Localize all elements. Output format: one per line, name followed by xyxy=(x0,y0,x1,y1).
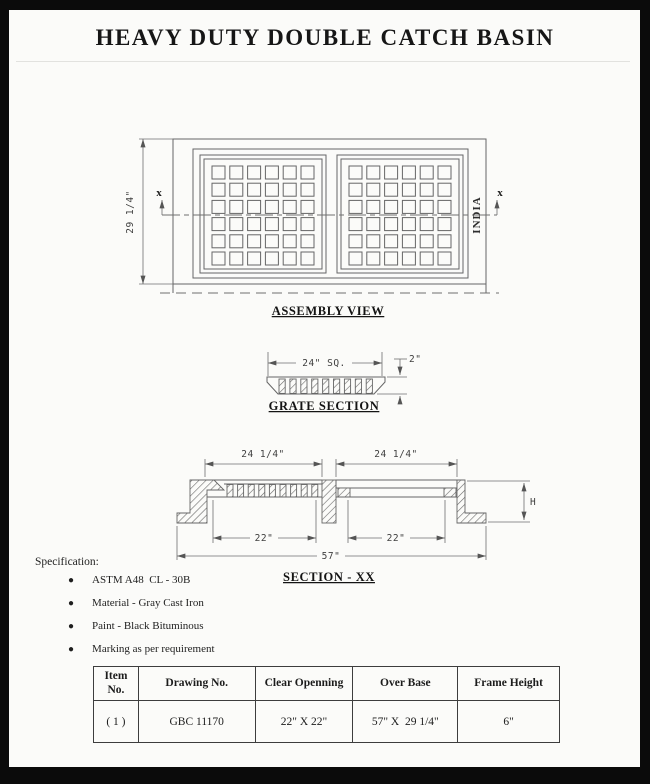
col-header-drawing-no: Drawing No. xyxy=(138,667,255,701)
grate-bar xyxy=(301,485,307,498)
grate-bar xyxy=(301,379,307,393)
seat-block-left xyxy=(338,488,350,497)
grate-square-opening xyxy=(367,252,380,265)
grate-square-opening xyxy=(301,218,314,231)
grate-thickness-dimension: 2" xyxy=(409,354,422,365)
product-data-table xyxy=(93,666,560,743)
grate-square-opening xyxy=(212,235,225,248)
grate-bar xyxy=(279,379,285,393)
grate-square-opening xyxy=(349,200,362,213)
grate-square-opening xyxy=(230,235,243,248)
grate-square-opening xyxy=(230,218,243,231)
grate-square-opening xyxy=(349,166,362,179)
grate-square-opening xyxy=(301,235,314,248)
left-frame-wall xyxy=(177,480,224,523)
grate-square-opening xyxy=(230,183,243,196)
assembly-height-dimension: 29 1/4" xyxy=(125,190,136,234)
grate-square-opening xyxy=(212,183,225,196)
right-grate-width-dimension: 24 1/4" xyxy=(374,449,418,460)
grate-square-opening xyxy=(438,252,451,265)
table-row xyxy=(94,701,560,743)
frame-height-dimension: H xyxy=(530,497,537,508)
grate-square-opening xyxy=(385,218,398,231)
grate-square-opening xyxy=(301,183,314,196)
grate-bar xyxy=(334,379,340,393)
table-header-row xyxy=(94,667,560,701)
grate-square-opening xyxy=(212,218,225,231)
grate-bar xyxy=(366,379,372,393)
grate-square-opening xyxy=(283,183,296,196)
grate-square-opening xyxy=(283,200,296,213)
grate-square-opening xyxy=(248,235,261,248)
grate-square-opening xyxy=(248,183,261,196)
grate-square-opening xyxy=(248,200,261,213)
right-frame-wall xyxy=(457,480,486,523)
grate-square-opening xyxy=(265,183,278,196)
grate-square-opening xyxy=(212,166,225,179)
page-title: HEAVY DUTY DOUBLE CATCH BASIN xyxy=(95,25,555,50)
brand-marking-text: INDIA xyxy=(471,196,483,234)
grate-square-opening xyxy=(230,200,243,213)
grate-bar xyxy=(344,379,350,393)
grate-square-opening xyxy=(349,218,362,231)
col-header-item-no: Item No. xyxy=(94,667,139,701)
specification-block xyxy=(35,556,345,666)
cover-slab xyxy=(336,480,457,488)
cell-over-base: 57" X 29 1/4" xyxy=(353,701,458,743)
grate-bar xyxy=(290,379,296,393)
assembly-view-drawing xyxy=(125,139,503,318)
grate-square-opening xyxy=(265,218,278,231)
section-grate-bars xyxy=(227,485,318,498)
overall-width-dimension: 57" xyxy=(321,551,341,562)
grate-square-opening xyxy=(265,252,278,265)
grate-bar xyxy=(355,379,361,393)
col-header-clear-opening: Clear Openning xyxy=(255,667,353,701)
grate-bar xyxy=(312,485,318,498)
grate-square-opening xyxy=(385,235,398,248)
left-opening-dimension: 22" xyxy=(254,533,274,544)
grate-bar xyxy=(291,485,297,498)
grate-square-opening xyxy=(230,252,243,265)
specification-list xyxy=(35,574,345,655)
bullet-icon: ● xyxy=(68,575,75,586)
section-xx-label: SECTION - XX xyxy=(283,570,375,584)
cell-drawing-no: GBC 11170 xyxy=(138,701,255,743)
grate-square-opening xyxy=(438,183,451,196)
grate-bar xyxy=(280,485,286,498)
spec-item: ● Paint - Black Bituminous xyxy=(68,620,204,632)
grate-square-opening xyxy=(212,200,225,213)
grate-square-opening xyxy=(402,252,415,265)
grate-square-opening xyxy=(438,166,451,179)
grate-square-opening xyxy=(248,252,261,265)
grate-square-opening xyxy=(402,200,415,213)
grate-square-opening xyxy=(301,166,314,179)
grate-square-opening xyxy=(402,218,415,231)
grate-square-opening xyxy=(283,166,296,179)
grate-square-opening xyxy=(367,218,380,231)
grate-square-opening xyxy=(301,252,314,265)
grate-bar xyxy=(248,485,254,498)
spec-item: ● Marking as per requirement xyxy=(68,643,215,655)
seat-block-right xyxy=(444,488,456,497)
grate-bar xyxy=(269,485,275,498)
title-divider xyxy=(16,61,630,62)
grate-square-opening xyxy=(420,183,433,196)
bullet-icon: ● xyxy=(68,598,75,609)
section-marker-right: x xyxy=(497,187,503,199)
grate-bars-hatched xyxy=(279,379,372,393)
col-header-over-base: Over Base xyxy=(353,667,458,701)
section-marker-left: x xyxy=(156,187,162,199)
grate-square-opening xyxy=(438,218,451,231)
grate-square-opening xyxy=(248,166,261,179)
grate-square-opening xyxy=(367,235,380,248)
grate-square-opening xyxy=(402,183,415,196)
grate-square-opening xyxy=(230,166,243,179)
technical-drawing xyxy=(0,110,650,590)
grate-square-opening xyxy=(283,252,296,265)
grate-square-opening xyxy=(420,218,433,231)
grate-square-opening xyxy=(265,166,278,179)
grate-square-opening xyxy=(438,200,451,213)
grate-square-opening xyxy=(385,183,398,196)
grate-square-opening xyxy=(301,200,314,213)
grate-square-opening xyxy=(283,218,296,231)
grate-square-opening xyxy=(283,235,296,248)
col-header-frame-height: Frame Height xyxy=(458,667,560,701)
bullet-icon: ● xyxy=(68,644,75,655)
cell-frame-height: 6" xyxy=(458,701,560,743)
grate-section-label: GRATE SECTION xyxy=(268,399,380,413)
grate-square-opening xyxy=(420,166,433,179)
grate-square-opening xyxy=(212,252,225,265)
grate-square-opening xyxy=(385,252,398,265)
grate-square-opening xyxy=(265,200,278,213)
grate-bar xyxy=(312,379,318,393)
grate-square-opening xyxy=(402,235,415,248)
grate-square-opening xyxy=(367,183,380,196)
grate-bar xyxy=(238,485,244,498)
grate-square-opening xyxy=(265,235,278,248)
grate-section-drawing xyxy=(267,352,421,413)
left-grate-width-dimension: 24 1/4" xyxy=(241,449,285,460)
grate-square-opening xyxy=(248,218,261,231)
grate-square-opening xyxy=(420,235,433,248)
grate-bar xyxy=(259,485,265,498)
grate-square-opening xyxy=(367,166,380,179)
grate-width-dimension: 24" SQ. xyxy=(302,358,346,369)
grate-bar xyxy=(323,379,329,393)
grate-square-opening xyxy=(367,200,380,213)
specification-heading: Specification: xyxy=(35,556,99,568)
grate-square-opening xyxy=(420,252,433,265)
bullet-icon: ● xyxy=(68,621,75,632)
grate-square-opening xyxy=(385,166,398,179)
grate-square-opening xyxy=(402,166,415,179)
grate-square-opening xyxy=(349,235,362,248)
cell-clear-opening: 22" X 22" xyxy=(255,701,353,743)
grate-openings-grid xyxy=(212,166,451,265)
spec-item: ● Material - Gray Cast Iron xyxy=(68,597,204,609)
grate-square-opening xyxy=(438,235,451,248)
spec-item: ● ASTM A48 CL - 30B xyxy=(68,574,191,586)
grate-square-opening xyxy=(385,200,398,213)
right-opening-dimension: 22" xyxy=(386,533,406,544)
grate-bar xyxy=(227,485,233,498)
center-post xyxy=(322,480,336,523)
grate-square-opening xyxy=(420,200,433,213)
grate-square-opening xyxy=(349,183,362,196)
assembly-view-label: ASSEMBLY VIEW xyxy=(271,304,385,318)
grate-square-opening xyxy=(349,252,362,265)
cell-item-no: ( 1 ) xyxy=(94,701,139,743)
